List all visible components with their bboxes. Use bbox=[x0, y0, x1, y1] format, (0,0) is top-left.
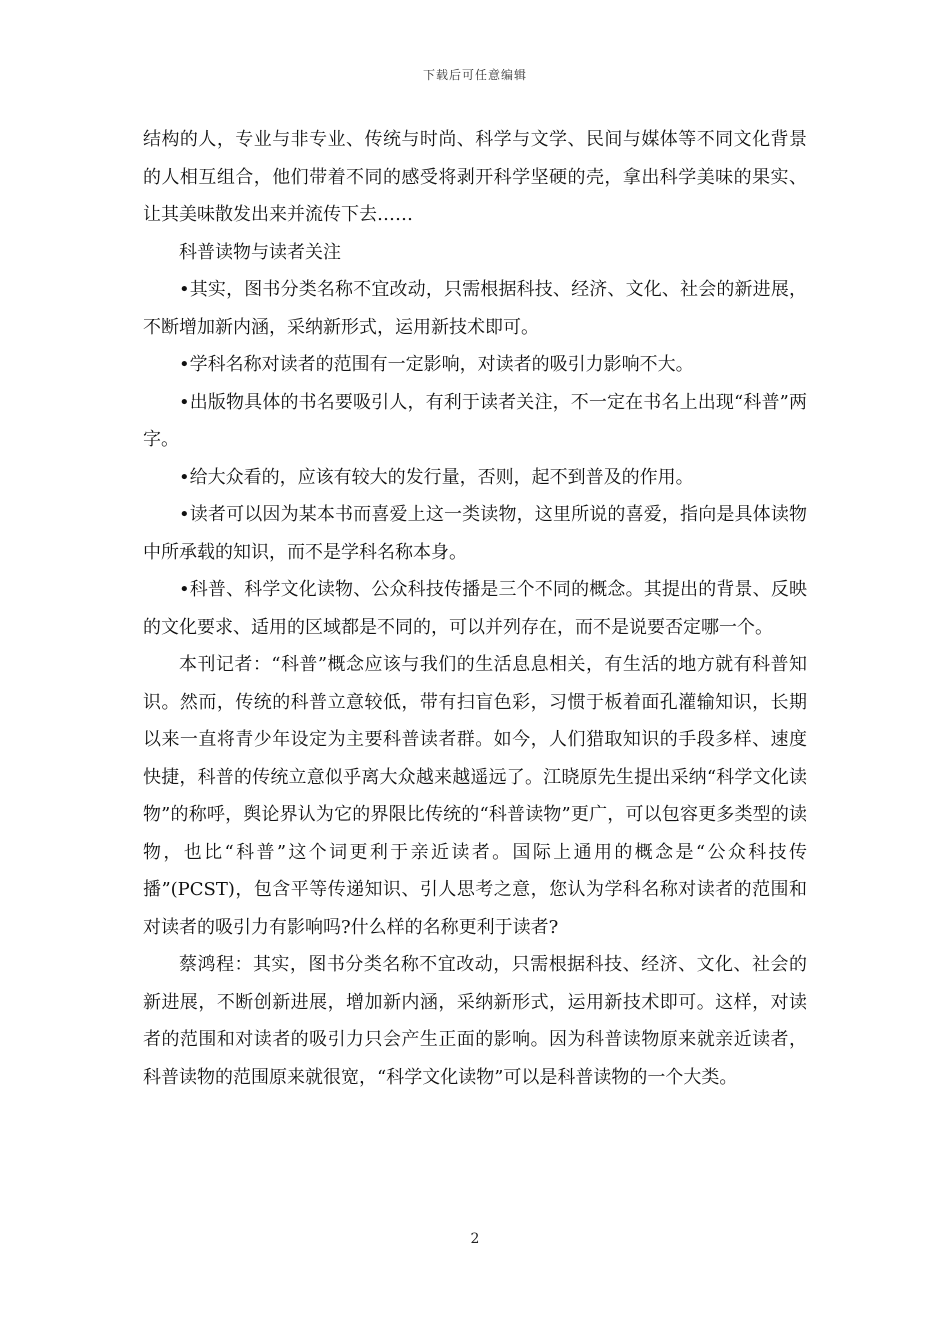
page-number: 2 bbox=[470, 1231, 480, 1247]
document-body bbox=[143, 121, 807, 1096]
bullet-paragraph: •给大众看的，应该有较大的发行量，否则，起不到普及的作用。 bbox=[179, 466, 694, 488]
interview-answer-paragraph: 蔡鸿程：其实，图书分类名称不宜改动，只需根据科技、经济、文化、社会的新进展，不断创新进展，增加新内涵，采纳新形式，运用新技术即可。这样，对读者的范围和对读者的吸引力只会产生正面的影响。因为科普读物原来就亲近读者，科普读物的范围原来就很宽，“科学文化读物”可以是科普读物的一个大类。 bbox=[143, 954, 807, 1088]
page-header: 下载后可任意编辑 bbox=[422, 68, 527, 82]
bullet-paragraph: •读者可以因为某本书而喜爱上这一类读物，这里所说的喜爱，指向是具体读物中所承载的知识，而不是学科名称本身。 bbox=[143, 504, 807, 563]
interview-question-paragraph: 本刊记者：“科普”概念应该与我们的生活息息相关，有生活的地方就有科普知识。然而，传统的科普立意较低，带有扫盲色彩，习惯于板着面孔灌输知识，长期以来一直将青少年设定为主要科普读者群。如今，人们猎取知识的手段多样、速度快捷，科普的传统立意似乎离大众越来越遥远了。江晓原先生提出采纳“科学文化读物”的称呼，舆论界认为它的界限比传统的“科普读物”更广，可以包容更多类型的读物，也比“科普”这个词更利于亲近读者。国际上通用的概念是“公众科技传播”(PCST)，包含平等传递知识、引人思考之意，您认为学科名称对读者的范围和对读者的吸引力有影响吗?什么样的名称更利于读者? bbox=[143, 654, 807, 938]
bullet-paragraph: •科普、科学文化读物、公众科技传播是三个不同的概念。其提出的背景、反映的文化要求、适用的区域都是不同的，可以并列存在，而不是说要否定哪一个。 bbox=[143, 579, 807, 638]
bullet-paragraph: •出版物具体的书名要吸引人，有利于读者关注，不一定在书名上出现“科普”两字。 bbox=[143, 391, 807, 450]
bullet-paragraph: •学科名称对读者的范围有一定影响，对读者的吸引力影响不大。 bbox=[179, 354, 694, 375]
paragraph-continuation: 结构的人，专业与非专业、传统与时尚、科学与文学、民间与媒体等不同文化背景的人相互组合，他们带着不同的感受将剥开科学坚硬的壳，拿出科学美味的果实、让其美味散发出来并流传下去…… bbox=[143, 129, 807, 225]
bullet-paragraph: •其实，图书分类名称不宜改动，只需根据科技、经济、文化、社会的新进展，不断增加新内涵，采纳新形式，运用新技术即可。 bbox=[143, 279, 807, 338]
section-heading: 科普读物与读者关注 bbox=[179, 241, 341, 263]
